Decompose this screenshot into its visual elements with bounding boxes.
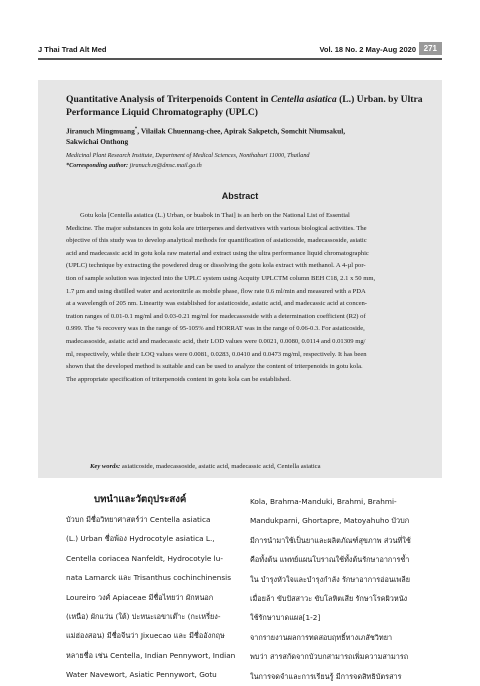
- section-heading: บทนำและวัตถุประสงค์: [94, 494, 187, 505]
- text-line: (L.) Urban ชื่อพ้อง Hydrocotyle asiatica L.,: [66, 534, 215, 544]
- text-line: จากรายงานผลการทดสอบฤทธิ์ทางเภสัชวิทยา: [250, 632, 393, 642]
- text-line: หลายชื่อ เช่น Centella, Indian Pennywort, Indian: [66, 650, 236, 660]
- abstract-line: at a wavelength of 205 nm. Linearity was established for asiaticoside, asiatic acid, and madecassic acid at concen-: [66, 300, 367, 308]
- title-text-1: Quantitative Analysis of Triterpenoids Content in: [66, 94, 271, 105]
- corresponding-author: [66, 161, 426, 170]
- page-number: 271: [419, 42, 442, 55]
- text-line: ใน บำรุงหัวใจและบำรุงกำลัง รักษาอาการอ่อนเพลีย: [250, 574, 410, 584]
- last-author: Sakwichai Onthong: [66, 137, 129, 147]
- abstract-line: tration ranges of 0.01-0.1 mg/ml and 0.03-0.21 mg/ml for madecassoside with a determination coefficient (R2) of: [66, 312, 366, 320]
- body-column-left: [66, 510, 246, 685]
- abstract-line: shown that the developed method is suitable and can be used to analyze the content of triterpenoids in gotu kola.: [66, 363, 363, 371]
- abstract-line: Gotu kola [Centella asiatica (L.) Urban, or buabok in Thai] is an herb on the National List of Essential: [80, 212, 350, 219]
- article-title: [66, 94, 426, 119]
- keywords-list: asiaticoside, madecassoside, asiatic acid, madecassic acid, Centella asiatica: [120, 463, 321, 470]
- corresponding-email: jiranuch.m@dmsc.mail.go.th: [128, 162, 202, 169]
- title-species: Centella asiatica: [270, 94, 337, 105]
- text-line: Kola, Brahma-Manduki, Brahmi, Brahmi-: [250, 497, 397, 506]
- keywords-label: Key words:: [90, 463, 121, 470]
- text-line: พบว่า สารสกัดจากบัวบกสามารถเพิ่มความสามารถ: [250, 652, 409, 662]
- co-authors: , Vilailak Chuennang-chee, Apirak Sakpetch, Somchit Niumsakul,: [137, 126, 346, 136]
- text-line: Water Navewort, Asiatic Pennywort, Gotu: [66, 670, 217, 680]
- abstract-line: 0.999. The % recovery was in the range of 95-105% and HORRAT was in the range of 0.06-0.3. For asiaticoside,: [66, 325, 365, 333]
- text-line: ใช้รักษาบาดแผล[1-2]: [250, 613, 321, 623]
- abstract-line: Medicine. The major substances in gotu kola are triterpenes and derivatives with various biological activities. The: [66, 224, 367, 232]
- abstract-line: The appropriate specification of triterpenoids content in gotu kola can be established.: [66, 375, 291, 383]
- text-line: มีการนำมาใช้เป็นยาและผลิตภัณฑ์สุขภาพ ส่วนที่ใช้: [250, 535, 411, 545]
- issue-info: Vol. 18 No. 2 May-Aug 2020: [319, 45, 416, 54]
- title-text-2: (L.) Urban. by Ultra Performance Liquid Chromatography (UPLC): [66, 94, 423, 118]
- abstract-line: (UPLC) technique by extracting the powdered drug or dissolving the gotu kola extract with methanol. A 4-µl por-: [66, 262, 366, 270]
- text-line: nata Lamarck และ Trisanthus cochinchinensis: [66, 573, 232, 583]
- abstract-line: ml, respectively, while their LOQ values were 0.0081, 0.0283, 0.0410 and 0.0473 mg/ml, respectively. It has been: [66, 350, 367, 358]
- abstract-line: tion of sample solution was injected into the UPLC system using Acquity UPLCTM column BEH C18, 2.1 x 50 mm,: [66, 274, 376, 282]
- text-line: บัวบก มีชื่อวิทยาศาสตร์ว่า Centella asiatica: [66, 515, 211, 524]
- first-author: Jiranuch Mingmuang: [66, 126, 135, 136]
- text-line: Mandukparni, Ghortapre, Matoyahuho บัวบก: [250, 516, 410, 526]
- affiliation: Medicinal Plant Research Institute, Department of Medical Sciences, Nonthaburi 11000, Thailand: [66, 152, 310, 159]
- corresponding-label: *Corresponding author:: [66, 162, 129, 169]
- abstract-line: objective of this study was to develop analytical methods for quantification of asiaticoside, madecassoside, asiatic: [66, 237, 367, 245]
- text-line: (เหนือ) ผักแว่น (ใต้) ปะหนะเอขาเต๊าะ (กะเหรี่ยง-: [66, 612, 221, 622]
- abstract-body: [66, 210, 426, 386]
- header-rule: [38, 58, 442, 60]
- corresponding-mark: *: [134, 127, 138, 132]
- text-line: ในการจดจำและการเรียนรู้ มีการจดสิทธิบัตรสาร: [250, 671, 402, 681]
- keywords: [90, 462, 430, 472]
- abstract-line: madecassoside, asiatic acid and madecassic acid, their LOD values were 0.0021, 0.0080, 0.0114 and 0.01309 mg/: [66, 337, 366, 345]
- text-line: คือทั้งต้น แพทย์แผนโบราณใช้ทั้งต้นรักษาอาการช้ำ: [250, 555, 410, 565]
- text-line: เมื่อยล้า ขับปัสสาวะ ขับโลหิตเสีย รักษาโรคผิวหนัง: [250, 594, 408, 604]
- text-line: Centella coriacea Nanfeldt, Hydrocotyle lu-: [66, 553, 223, 563]
- text-line: แม่ฮ่องสอน) มีชื่อจีนว่า Jixuecao และ มีชื่ออังกฤษ: [66, 631, 225, 641]
- abstract-heading: Abstract: [221, 191, 259, 201]
- text-line: Loureiro วงศ์ Apiaceae มีชื่อไทยว่า ผักหนอก: [66, 592, 214, 602]
- abstract-line: acid and madecassic acid in gotu kola raw material and extract using the ultra performance liquid chromatographic: [66, 249, 369, 257]
- abstract-line: 1.7 µm and using distilled water and acetonitrile as mobile phase, flow rate 0.6 ml/min and measured with a PDA: [66, 287, 366, 295]
- author-list: [66, 124, 426, 147]
- journal-name: J Thai Trad Alt Med: [38, 45, 107, 54]
- body-column-right: [250, 492, 430, 686]
